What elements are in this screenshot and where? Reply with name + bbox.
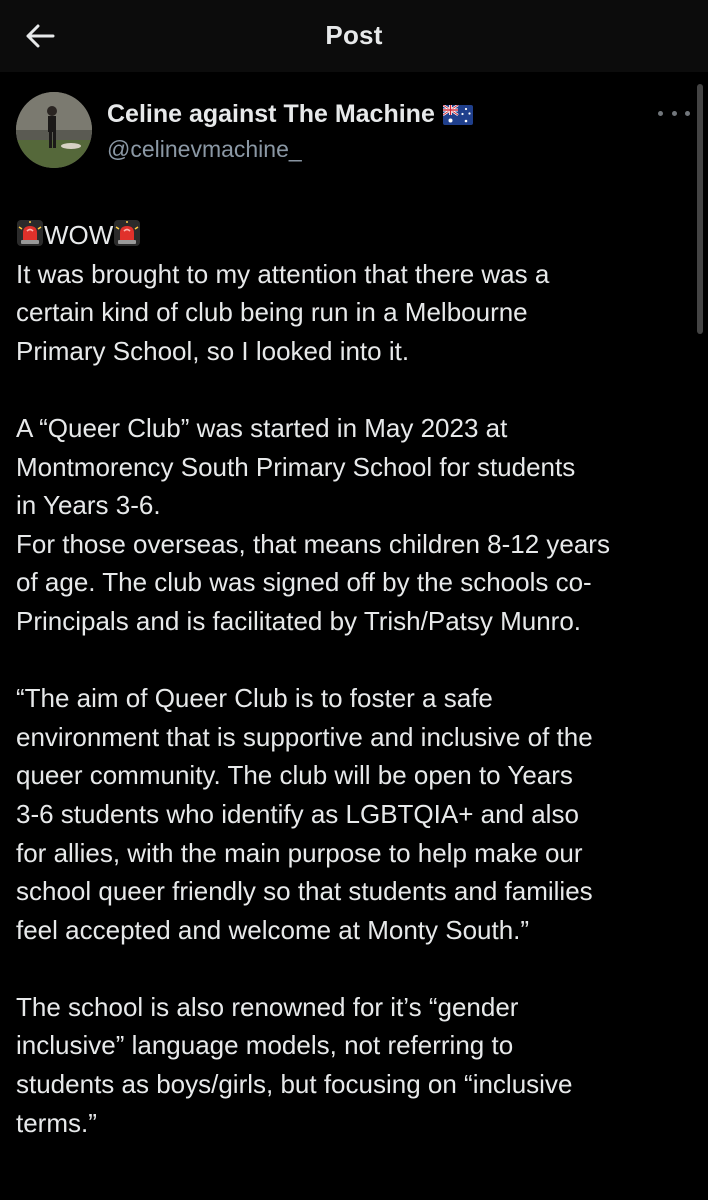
paragraph-break bbox=[16, 641, 698, 680]
text-line: Primary School, so I looked into it. bbox=[16, 335, 410, 366]
text-line: certain kind of club being run in a Melbourne bbox=[16, 297, 528, 328]
text-line: Montmorency South Primary School for students bbox=[16, 451, 576, 482]
top-bar bbox=[0, 0, 708, 72]
text-line: 3-6 students who identify as LGBTQIA+ and also bbox=[16, 798, 579, 829]
page-title: Post bbox=[325, 20, 383, 50]
text-line: inclusive” language models, not referring to bbox=[16, 1030, 514, 1061]
text-line: A “Queer Club” was started in May 2023 at bbox=[16, 412, 508, 443]
text-line: Principals and is facilitated by Trish/Patsy Munro. bbox=[16, 605, 582, 636]
user-handle[interactable]: @celinevmachine_ bbox=[107, 136, 302, 162]
headline-text: WOW bbox=[44, 220, 114, 250]
display-name[interactable]: Celine against The Machine bbox=[107, 100, 435, 128]
police-siren-icon bbox=[113, 219, 141, 247]
avatar[interactable] bbox=[16, 92, 92, 168]
text-line: It was brought to my attention that there was a bbox=[16, 258, 550, 289]
text-line: The school is also renowned for it’s “gender bbox=[16, 991, 519, 1022]
text-line: for allies, with the main purpose to help make our bbox=[16, 837, 583, 868]
more-options-button[interactable] bbox=[658, 106, 690, 120]
text-line: queer community. The club will be open to Years bbox=[16, 760, 573, 791]
text-line: school queer friendly so that students and families bbox=[16, 876, 593, 907]
text-line: environment that is supportive and inclusive of the bbox=[16, 721, 593, 752]
post-text bbox=[16, 216, 698, 1142]
text-line: terms.” bbox=[16, 1107, 97, 1138]
post-headline bbox=[16, 216, 698, 255]
post-author bbox=[16, 92, 692, 172]
paragraph-break bbox=[16, 949, 698, 988]
text-line: For those overseas, that means children 8-12 years bbox=[16, 528, 610, 559]
police-siren-icon bbox=[16, 219, 44, 247]
text-line: “The aim of Queer Club is to foster a safe bbox=[16, 683, 493, 714]
display-name-row bbox=[107, 100, 473, 129]
australia-flag-icon bbox=[443, 105, 473, 125]
paragraph-break bbox=[16, 370, 698, 409]
text-line: students as boys/girls, but focusing on “inclusive bbox=[16, 1069, 573, 1100]
text-line: in Years 3-6. bbox=[16, 490, 161, 521]
text-line: feel accepted and welcome at Monty South.” bbox=[16, 914, 530, 945]
more-dots-icon bbox=[658, 111, 663, 116]
text-line: of age. The club was signed off by the schools co- bbox=[16, 567, 592, 598]
